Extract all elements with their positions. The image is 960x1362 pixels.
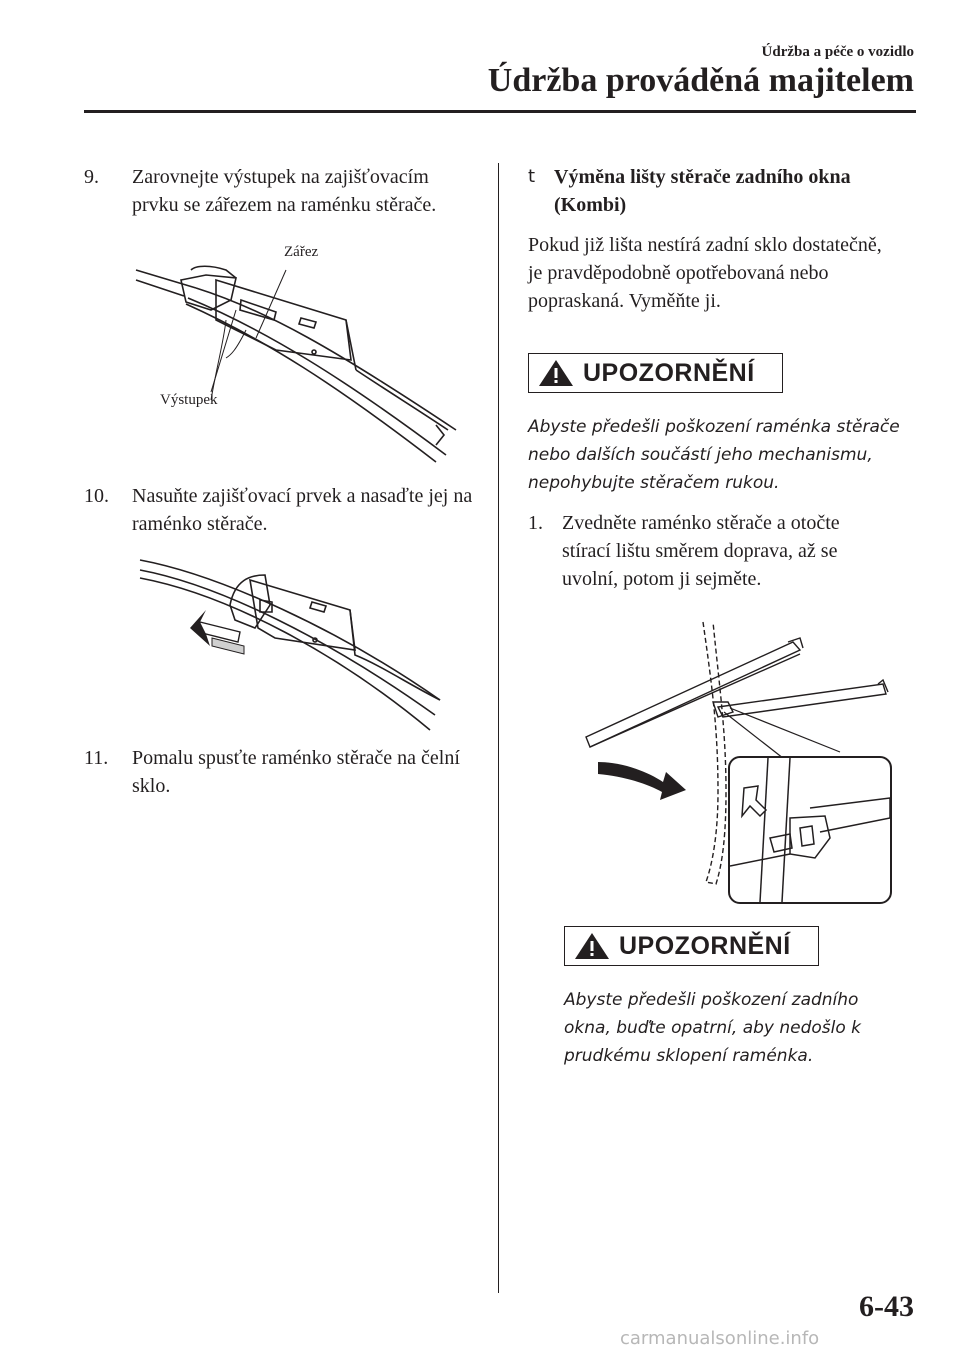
column-divider (498, 163, 499, 1293)
section-title (528, 163, 918, 219)
step-1-text: Zvedněte raménko stěrače a otočte stírací lištu směrem doprava, až se uvolní, potom ji sejměte. (562, 512, 840, 590)
warning-icon (573, 931, 611, 961)
notch-label: Zářez (284, 244, 319, 260)
latch-detail-illustration (730, 758, 890, 902)
step-10-text: Nasuňte zajišťovací prvek a nasaďte jej na raménko stěrače. (132, 485, 473, 535)
step-1-number: 1. (528, 512, 543, 534)
step-11-text: Pomalu spusťte raménko stěrače na čelní sklo. (132, 747, 460, 797)
step-1 (528, 509, 883, 593)
step-10 (84, 482, 474, 538)
figure-wiper-notch (136, 240, 456, 470)
section-bullet: t (528, 166, 536, 187)
figure-rear-wiper (578, 612, 898, 912)
step-10-number: 10. (84, 485, 109, 507)
header-rule (84, 110, 916, 113)
wiper-slide-illustration (140, 550, 445, 740)
step-11 (84, 744, 474, 800)
caution-box-1 (528, 353, 783, 393)
step-11-number: 11. (84, 747, 109, 769)
watermark-text: carmanualsonline.info (620, 1328, 820, 1349)
caution-text-2: Abyste předešli poškození zadního okna, buďte opatrní, aby nedošlo k prudkému sklopení raménka. (564, 990, 862, 1066)
caution-label-1: UPOZORNĚNÍ (583, 358, 755, 387)
caution-box-2 (564, 926, 819, 966)
step-9-number: 9. (84, 166, 99, 188)
warning-icon (537, 358, 575, 388)
step-9 (84, 163, 474, 219)
page-number: 6-43 (859, 1290, 914, 1323)
caution-text-1: Abyste předešli poškození raménka stěrače nebo dalších součástí jeho mechanismu, nepohybujte stěračem rukou. (528, 417, 900, 493)
wiper-notch-illustration (136, 240, 456, 470)
tab-label: Výstupek (160, 392, 218, 408)
chapter-subtitle: Údržba a péče o vozidlo (761, 44, 914, 60)
intro-paragraph: Pokud již lišta nestírá zadní sklo dostatečně, je pravděpodobně opotřebovaná nebo popraskaná. Vyměňte ji. (528, 234, 882, 312)
section-title-text: Výměna lišty stěrače zadního okna (Kombi) (554, 166, 851, 216)
step-9-text: Zarovnejte výstupek na zajišťovacím prvku se zářezem na raménku stěrače. (132, 166, 437, 216)
caution-label-2: UPOZORNĚNÍ (619, 931, 791, 960)
figure-wiper-slide (140, 550, 445, 740)
detail-inset (728, 756, 892, 904)
chapter-title: Údržba prováděná majitelem (487, 62, 914, 99)
